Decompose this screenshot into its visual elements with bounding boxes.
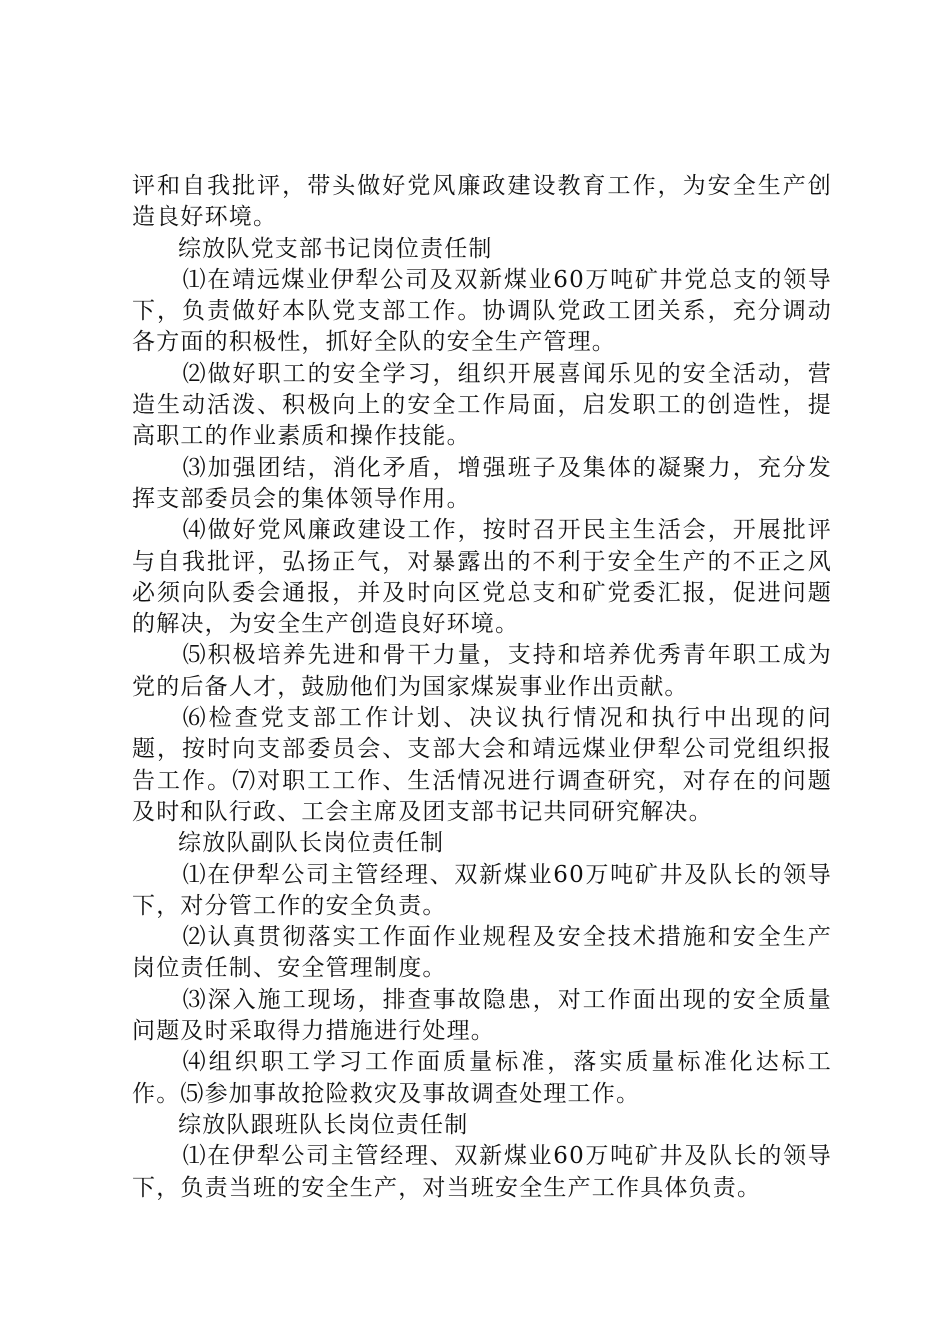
list-item: ⑵做好职工的安全学习，组织开展喜闻乐见的安全活动，营造生动活泼、积极向上的安全工作局面，启发职工的创造性，提高职工的作业素质和操作技能。 (132, 360, 832, 450)
section-heading-deputy-captain: 综放队副队长岗位责任制 (178, 830, 445, 857)
list-item: ⑶加强团结，消化矛盾，增强班子及集体的凝聚力，充分发挥支部委员会的集体领导作用。 (132, 454, 832, 512)
paragraph-continuation: 评和自我批评，带头做好党风廉政建设教育工作，为安全生产创造良好环境。 (132, 173, 832, 231)
list-item: ⑶深入施工现场，排查事故隐患，对工作面出现的安全质量问题及时采取得力措施进行处理。 (132, 986, 832, 1045)
section-heading-party-secretary: 综放队党支部书记岗位责任制 (178, 235, 493, 262)
section-heading-shift-captain: 综放队跟班队长岗位责任制 (178, 1111, 469, 1138)
list-item: ⑷组织职工学习工作面质量标准，落实质量标准化达标工作。⑸参加事故抢险救灾及事故调查处理工作。 (132, 1049, 832, 1107)
list-item: ⑵认真贯彻落实工作面作业规程及安全技术措施和安全生产岗位责任制、安全管理制度。 (132, 924, 832, 982)
list-item: ⑴在伊犁公司主管经理、双新煤业60万吨矿井及队长的领导下，负责当班的安全生产，对当班安全生产工作具体负责。 (132, 1143, 832, 1201)
list-item: ⑷做好党风廉政建设工作，按时召开民主生活会，开展批评与自我批评，弘扬正气，对暴露出的不利于安全生产的不正之风必须向队委会通报，并及时向区党总支和矿党委汇报，促进问题的解决，为安全生产创造良好环境。 (132, 517, 832, 638)
list-item: ⑴在伊犁公司主管经理、双新煤业60万吨矿井及队长的领导下，对分管工作的安全负责。 (132, 861, 832, 919)
list-item: ⑸积极培养先进和骨干力量，支持和培养优秀青年职工成为党的后备人才，鼓励他们为国家煤炭事业作出贡献。 (132, 642, 832, 700)
document-body (132, 171, 832, 1204)
list-item: ⑴在靖远煤业伊犁公司及双新煤业60万吨矿井党总支的领导下，负责做好本队党支部工作。协调队党政工团关系，充分调动各方面的积极性，抓好全队的安全生产管理。 (132, 266, 832, 356)
list-item: ⑹检查党支部工作计划、决议执行情况和执行中出现的问题，按时向支部委员会、支部大会和靖远煤业伊犁公司党组织报告工作。⑺对职工工作、生活情况进行调查研究，对存在的问题及时和队行政、工会主席及团支部书记共同研究解决。 (132, 705, 832, 825)
